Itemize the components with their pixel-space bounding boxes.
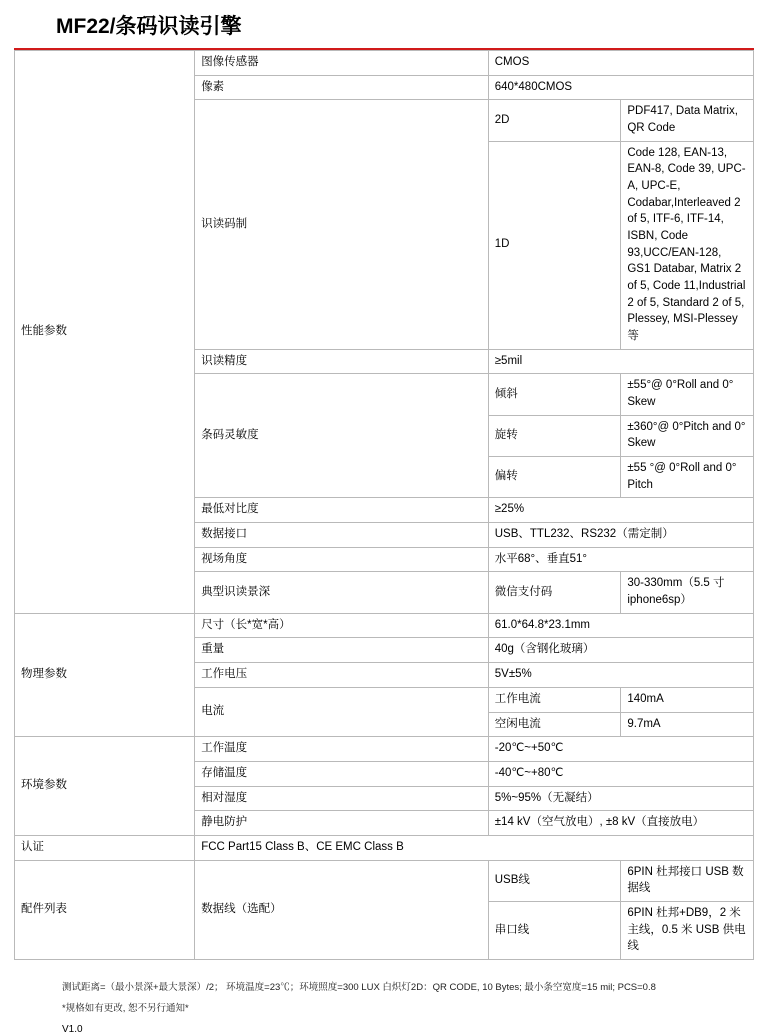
cell-value: ±14 kV（空气放电）, ±8 kV（直接放电） xyxy=(488,811,753,836)
cell-param: 尺寸（长*宽*高） xyxy=(195,613,489,638)
spec-sheet-page xyxy=(0,10,768,1035)
cell-subparam: 旋转 xyxy=(488,415,621,456)
cell-value: FCC Part15 Class B、CE EMC Class B xyxy=(195,835,754,860)
cell-value: CMOS xyxy=(488,51,753,76)
cell-param: 存储温度 xyxy=(195,761,489,786)
cell-category: 认证 xyxy=(15,835,195,860)
table-row xyxy=(15,613,754,638)
cell-param: 典型识读景深 xyxy=(195,572,489,613)
cell-value: PDF417, Data Matrix, QR Code xyxy=(621,100,754,141)
cell-subparam: 串口线 xyxy=(488,901,621,959)
cell-value: ≥5mil xyxy=(488,349,753,374)
cell-value: 40g（含钢化玻璃） xyxy=(488,638,753,663)
table-row xyxy=(15,860,754,901)
cell-value: 30-330mm（5.5 寸 iphone6sp） xyxy=(621,572,754,613)
cell-subparam: USB线 xyxy=(488,860,621,901)
footnote-test-conditions: 测试距离=（最小景深+最大景深）/2； 环境温度=23℃；环境照度=300 LUX 白炽灯2D：QR CODE, 10 Bytes; 最小条空宽度=15 mil; PCS=0.8 xyxy=(62,981,656,993)
footnotes xyxy=(62,978,768,1018)
cell-value: -40℃~+80℃ xyxy=(488,761,753,786)
cell-param: 识读码制 xyxy=(195,100,489,349)
cell-param: 工作温度 xyxy=(195,737,489,762)
page-title: MF22/条码识读引擎 xyxy=(56,15,242,38)
cell-value: -20℃~+50℃ xyxy=(488,737,753,762)
cell-param: 最低对比度 xyxy=(195,498,489,523)
version-label: V1.0 xyxy=(62,1023,83,1035)
cell-value: Code 128, EAN-13, EAN-8, Code 39, UPC-A, UPC-E, Codabar,Interleaved 2 of 5, ITF-6, ITF-14, ISBN, Code 93,UCC/EAN-128, GS1 Databar, Matrix 2 of 5, Code 11,Industrial 2 of 5, Standard 2 of 5, Plessey, MSI-Plessey等 xyxy=(621,141,754,349)
cell-param: 像素 xyxy=(195,75,489,100)
cell-param: 视场角度 xyxy=(195,547,489,572)
cell-subparam: 偏转 xyxy=(488,457,621,498)
cell-value: ±55°@ 0°Roll and 0° Skew xyxy=(621,374,754,415)
cell-value: 6PIN 杜邦+DB9，2 米主线，0.5 米 USB 供电线 xyxy=(621,901,754,959)
cell-subparam: 倾斜 xyxy=(488,374,621,415)
cell-value: 640*480CMOS xyxy=(488,75,753,100)
cell-param: 条码灵敏度 xyxy=(195,374,489,498)
cell-value: 140mA xyxy=(621,687,754,712)
cell-value: 水平68°、垂直51° xyxy=(488,547,753,572)
cell-category: 性能参数 xyxy=(15,51,195,614)
cell-param: 重量 xyxy=(195,638,489,663)
cell-param: 图像传感器 xyxy=(195,51,489,76)
cell-category: 物理参数 xyxy=(15,613,195,736)
cell-param: 相对湿度 xyxy=(195,786,489,811)
specifications-table xyxy=(14,50,754,960)
cell-subparam: 空闲电流 xyxy=(488,712,621,737)
table-row xyxy=(15,835,754,860)
cell-category: 配件列表 xyxy=(15,860,195,959)
cell-value: 6PIN 杜邦接口 USB 数据线 xyxy=(621,860,754,901)
cell-subparam: 1D xyxy=(488,141,621,349)
cell-value: ≥25% xyxy=(488,498,753,523)
cell-param: 数据接口 xyxy=(195,523,489,548)
cell-value: 9.7mA xyxy=(621,712,754,737)
cell-value: 61.0*64.8*23.1mm xyxy=(488,613,753,638)
cell-category: 环境参数 xyxy=(15,737,195,836)
cell-value: ±360°@ 0°Pitch and 0° Skew xyxy=(621,415,754,456)
cell-value: ±55 °@ 0°Roll and 0° Pitch xyxy=(621,457,754,498)
cell-param: 静电防护 xyxy=(195,811,489,836)
cell-param: 识读精度 xyxy=(195,349,489,374)
cell-value: USB、TTL232、RS232（需定制） xyxy=(488,523,753,548)
cell-subparam: 微信支付码 xyxy=(488,572,621,613)
cell-param: 数据线（选配） xyxy=(195,860,489,959)
footnote-disclaimer: *规格如有更改, 恕不另行通知* xyxy=(62,1002,189,1014)
table-row xyxy=(15,51,754,76)
cell-subparam: 2D xyxy=(488,100,621,141)
cell-param: 工作电压 xyxy=(195,663,489,688)
table-row xyxy=(15,737,754,762)
cell-param: 电流 xyxy=(195,687,489,736)
cell-subparam: 工作电流 xyxy=(488,687,621,712)
cell-value: 5V±5% xyxy=(488,663,753,688)
cell-value: 5%~95%（无凝结） xyxy=(488,786,753,811)
